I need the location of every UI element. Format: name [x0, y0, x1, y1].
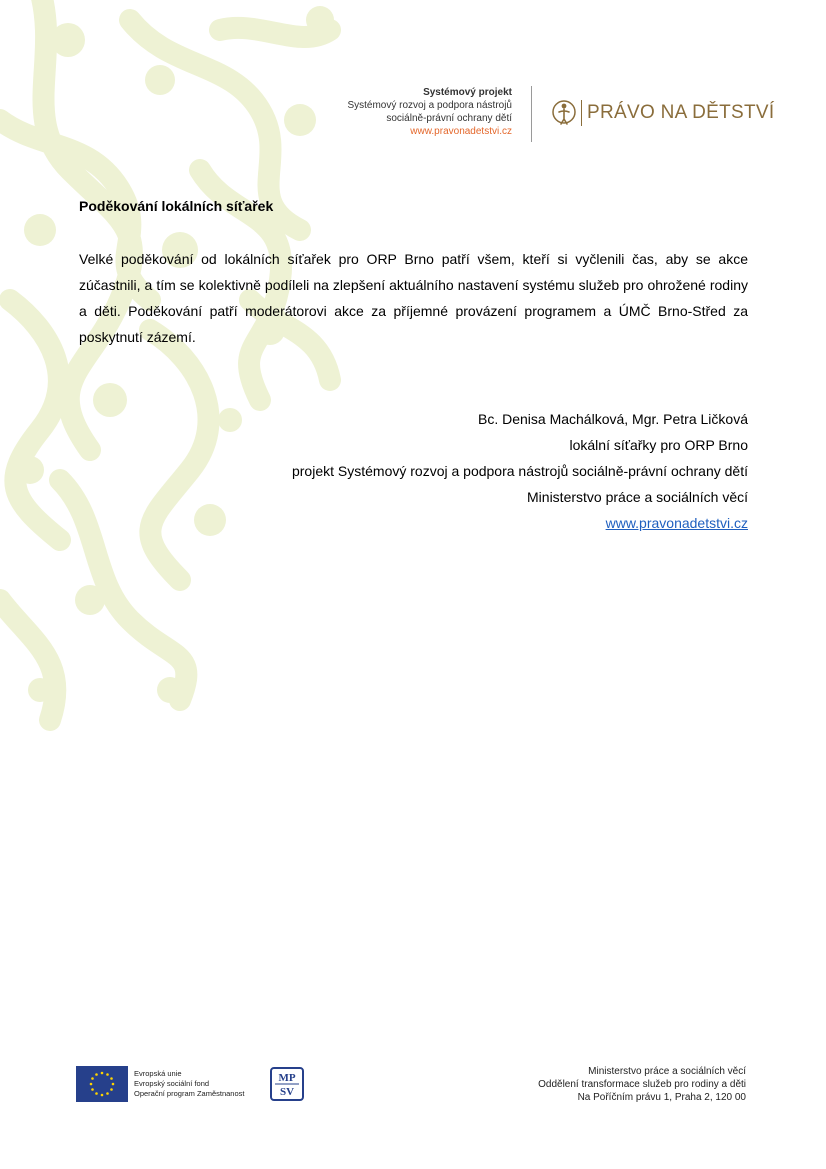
- document-body: [79, 246, 748, 350]
- signature-url-link[interactable]: www.pravonadetstvi.cz: [605, 515, 748, 531]
- footer-address: [538, 1065, 746, 1104]
- project-name-line-2: sociálně-právní ochrany dětí: [386, 113, 512, 124]
- document-title: Poděkování lokálních síťařek: [79, 198, 274, 214]
- project-url: www.pravonadetstvi.cz: [410, 126, 512, 137]
- signature-project: projekt Systémový rozvoj a podpora nástrojů sociálně-právní ochrany dětí: [291, 463, 748, 479]
- mpsv-logo-bottom: SV: [279, 1086, 295, 1098]
- eu-line-2: Evropský sociální fond: [134, 1079, 210, 1088]
- family-figure-icon: [551, 98, 577, 128]
- signature-role: lokální síťařky pro ORP Brno: [569, 437, 748, 453]
- header-divider: [531, 86, 532, 142]
- eu-funding-text: [134, 1069, 244, 1099]
- project-title: Systémový projekt: [423, 87, 512, 98]
- project-name-line-1: Systémový rozvoj a podpora nástrojů: [347, 100, 512, 111]
- eu-flag-icon: [76, 1066, 128, 1102]
- project-header: [347, 86, 512, 138]
- mpsv-logo-top: MP: [278, 1072, 296, 1084]
- signature-names: Bc. Denisa Machálková, Mgr. Petra Ličková: [477, 411, 748, 427]
- logo-separator: [581, 100, 582, 126]
- footer-address-line-1: Ministerstvo práce a sociálních věcí: [588, 1066, 746, 1077]
- eu-line-3: Operační program Zaměstnanost: [134, 1089, 245, 1098]
- logo-text: PRÁVO NA DĚTSTVÍ: [587, 102, 775, 123]
- signature-block: [292, 406, 748, 536]
- footer-address-line-3: Na Poříčním právu 1, Praha 2, 120 00: [577, 1092, 746, 1103]
- body-paragraph: Velké poděkování od lokálních síťařek pro ORP Brno patří všem, kteří si vyčlenili čas, aby se akce zúčastnili, a tím se kolektivně podíleli na zlepšení aktuálního nastavení systému služeb pro ohrožené rodiny a děti. Poděkování patří moderátorovi akce za příjemné provázení programem a ÚMČ Brno-Střed za poskytnutí zázemí.: [79, 251, 748, 345]
- signature-ministry: Ministerstvo práce a sociálních věcí: [527, 489, 748, 505]
- eu-line-1: Evropská unie: [134, 1069, 182, 1078]
- pravo-na-detstvi-logo: [551, 98, 774, 128]
- mpsv-logo-icon: [270, 1067, 304, 1101]
- footer-address-line-2: Oddělení transformace služeb pro rodiny a děti: [538, 1079, 746, 1090]
